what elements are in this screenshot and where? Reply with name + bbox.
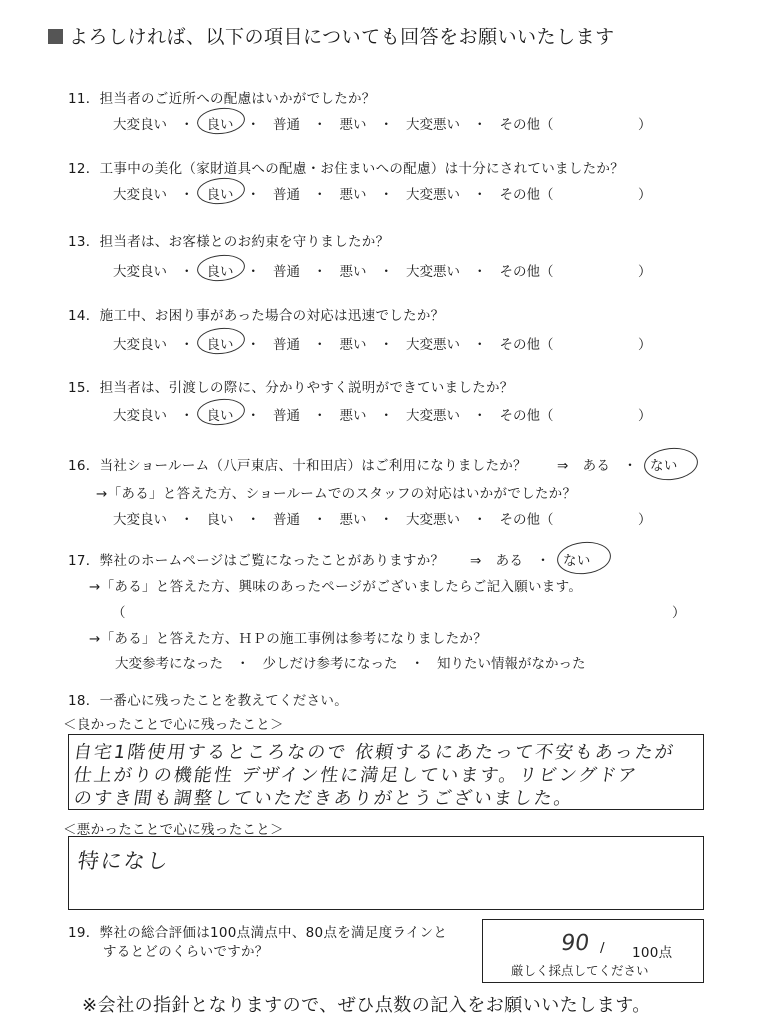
option-yes[interactable]: ある <box>495 553 524 569</box>
option-very-bad[interactable]: 大変悪い <box>406 408 460 424</box>
footer-note: ※会社の指針となりますので、ぜひ点数の記入をお願いいたします。 <box>82 995 651 1016</box>
arrow-right-icon: ⇒ <box>470 553 482 569</box>
option-good[interactable]: 良い <box>206 117 234 133</box>
score-max: 100点 <box>632 945 673 961</box>
separator: ・ <box>180 187 194 203</box>
option-very-bad[interactable]: 大変悪い <box>406 264 460 280</box>
question-text: 工事中の美化（家財道具への配慮・お住まいへの配慮）は十分にされていましたか？ <box>99 161 624 177</box>
option-bad[interactable]: 悪い <box>339 264 367 280</box>
option-normal[interactable]: 普通 <box>273 337 300 353</box>
question-19-line-2: するとどのくらいですか？ <box>103 944 269 960</box>
options-row-11 <box>113 113 554 133</box>
score-note: 厳しく採点してください <box>511 963 649 978</box>
option-very-good[interactable]: 大変良い <box>113 408 167 424</box>
question-16 <box>68 454 527 474</box>
good-comment-line-3: のすき間も調整していただきありがとうございました。 <box>72 788 576 809</box>
question-number: 15． <box>68 380 100 396</box>
choice-very-helpful[interactable]: 大変参考になった <box>115 656 223 672</box>
q16-sub-question: →「ある」と答えた方、ショールームでのスタッフの対応はいかがでしたか？ <box>96 486 577 502</box>
separator: ・ <box>313 512 327 528</box>
q17-choices-row <box>115 652 586 672</box>
answer-circle <box>642 445 699 482</box>
question-14 <box>68 304 444 324</box>
option-other[interactable]: その他（ <box>499 187 554 203</box>
q17-sub-question-1: →「ある」と答えた方、興味のあったページがございましたらご記入願います。 <box>89 579 583 595</box>
question-text: 担当者は、引渡しの際に、分かりやすく説明ができていましたか？ <box>99 380 514 396</box>
question-number: 14． <box>68 308 100 324</box>
option-bad[interactable]: 悪い <box>339 117 367 133</box>
option-other[interactable]: その他（ <box>499 408 554 424</box>
good-comment-line-1: 自宅1階使用するところなので 依頼するにあたって不安もあったが <box>72 742 677 763</box>
good-label: ＜良かったことで心に残ったこと＞ <box>63 717 284 733</box>
separator: ・ <box>246 512 260 528</box>
title-text: よろしければ、以下の項目についても回答をお願いいたします <box>69 26 615 48</box>
square-bullet-icon <box>48 29 63 44</box>
question-number: 16． <box>68 458 100 474</box>
options-row-16 <box>113 508 554 528</box>
question-18 <box>68 689 348 709</box>
separator: ・ <box>246 408 260 424</box>
separator: ・ <box>379 187 393 203</box>
page-title <box>48 22 615 49</box>
separator: ・ <box>379 512 393 528</box>
option-good[interactable]: 良い <box>206 264 234 280</box>
option-no[interactable]: ない <box>563 553 591 569</box>
question-15 <box>68 376 514 396</box>
option-bad[interactable]: 悪い <box>339 337 367 353</box>
question-number: 19． <box>68 925 100 941</box>
option-bad[interactable]: 悪い <box>339 187 367 203</box>
options-row-14 <box>113 333 554 353</box>
question-number: 17． <box>68 553 100 569</box>
separator: ・ <box>180 264 194 280</box>
separator: ・ <box>180 117 194 133</box>
option-good[interactable]: 良い <box>206 187 234 203</box>
option-very-good[interactable]: 大変良い <box>113 337 167 353</box>
separator: ・ <box>313 408 327 424</box>
separator: ・ <box>246 187 260 203</box>
separator: ・ <box>236 656 250 672</box>
separator: ・ <box>180 337 194 353</box>
option-normal[interactable]: 普通 <box>273 187 300 203</box>
separator: ・ <box>313 264 327 280</box>
other-close-paren: ） <box>638 264 652 280</box>
arrow-right-icon: ⇒ <box>557 458 569 474</box>
question-text: 担当者のご近所への配慮はいかがでしたか？ <box>99 91 376 107</box>
separator: ・ <box>246 264 260 280</box>
separator: ・ <box>379 408 393 424</box>
other-close-paren: ） <box>638 512 652 528</box>
question-number: 12． <box>68 161 100 177</box>
other-close-paren: ） <box>638 408 652 424</box>
option-bad[interactable]: 悪い <box>339 512 367 528</box>
good-comment-line-2: 仕上がりの機能性 デザイン性に満足しています。リビングドア <box>72 765 640 786</box>
option-bad[interactable]: 悪い <box>339 408 367 424</box>
separator: ・ <box>313 187 327 203</box>
option-normal[interactable]: 普通 <box>273 264 300 280</box>
options-row-12 <box>113 183 554 203</box>
question-number: 18． <box>68 693 100 709</box>
option-very-bad[interactable]: 大変悪い <box>406 187 460 203</box>
separator: ・ <box>473 512 487 528</box>
option-other[interactable]: その他（ <box>499 512 554 528</box>
option-very-bad[interactable]: 大変悪い <box>406 512 460 528</box>
choice-slightly-helpful[interactable]: 少しだけ参考になった <box>262 656 398 672</box>
option-very-good[interactable]: 大変良い <box>113 187 167 203</box>
option-no[interactable]: ない <box>650 458 678 474</box>
question-text: 一番心に残ったことを教えてください。 <box>99 693 348 709</box>
option-normal[interactable]: 普通 <box>273 117 300 133</box>
separator: ・ <box>473 117 487 133</box>
score-value: 90 <box>559 931 591 956</box>
answer-circle <box>555 539 612 576</box>
option-normal[interactable]: 普通 <box>273 408 300 424</box>
separator: ・ <box>180 408 194 424</box>
question-text: 当社ショールーム（八戸東店、十和田店）はご利用になりましたか？ <box>99 458 527 474</box>
option-other[interactable]: その他（ <box>499 337 554 353</box>
separator: ・ <box>313 337 327 353</box>
separator: ・ <box>379 117 393 133</box>
option-normal[interactable]: 普通 <box>273 512 300 528</box>
question-text: 弊社のホームページはご覧になったことがありますか？ <box>99 553 445 569</box>
paren-close: ） <box>672 605 686 621</box>
separator: ・ <box>246 337 260 353</box>
option-very-bad[interactable]: 大変悪い <box>406 117 460 133</box>
option-good[interactable]: 良い <box>206 512 234 528</box>
question-number: 11． <box>68 91 100 107</box>
choice-not-found[interactable]: 知りたい情報がなかった <box>437 656 586 672</box>
separator: ・ <box>379 337 393 353</box>
question-17 <box>68 549 444 569</box>
option-very-good[interactable]: 大変良い <box>113 264 167 280</box>
separator: ・ <box>473 337 487 353</box>
option-other[interactable]: その他（ <box>499 264 554 280</box>
question-12 <box>68 157 624 177</box>
question-13 <box>68 230 389 250</box>
option-good[interactable]: 良い <box>206 408 234 424</box>
option-good[interactable]: 良い <box>206 337 234 353</box>
question-text: 施工中、お困り事があった場合の対応は迅速でしたか？ <box>99 308 445 324</box>
options-row-13 <box>113 260 554 280</box>
question-text: 弊社の総合評価は100点満点中、80点を満足度ラインと <box>99 925 448 941</box>
bad-comment-text: 特になし <box>76 849 172 873</box>
bad-label: ＜悪かったことで心に残ったこと＞ <box>63 822 284 838</box>
option-yes[interactable]: ある <box>582 458 611 474</box>
option-other[interactable]: その他（ <box>499 117 554 133</box>
other-close-paren: ） <box>638 187 652 203</box>
separator: ・ <box>473 187 487 203</box>
separator: ・ <box>410 656 424 672</box>
option-very-good[interactable]: 大変良い <box>113 117 167 133</box>
other-close-paren: ） <box>638 337 652 353</box>
separator: ・ <box>180 512 194 528</box>
separator: ・ <box>246 117 260 133</box>
options-row-15 <box>113 404 554 424</box>
paren-open: （ <box>112 605 126 621</box>
separator: ・ <box>379 264 393 280</box>
separator: ・ <box>473 264 487 280</box>
question-11 <box>68 87 376 107</box>
question-text: 担当者は、お客様とのお約束を守りましたか？ <box>99 234 390 250</box>
separator: ・ <box>313 117 327 133</box>
separator: ・ <box>473 408 487 424</box>
other-close-paren: ） <box>638 117 652 133</box>
q17-sub-question-2: →「ある」と答えた方、ＨＰの施工事例は参考になりましたか？ <box>89 631 488 647</box>
question-number: 13． <box>68 234 100 250</box>
separator: ・ <box>623 458 638 474</box>
separator: ・ <box>536 553 551 569</box>
score-slash: / <box>600 940 605 956</box>
option-very-bad[interactable]: 大変悪い <box>406 337 460 353</box>
question-19 <box>68 921 447 941</box>
option-very-good[interactable]: 大変良い <box>113 512 167 528</box>
